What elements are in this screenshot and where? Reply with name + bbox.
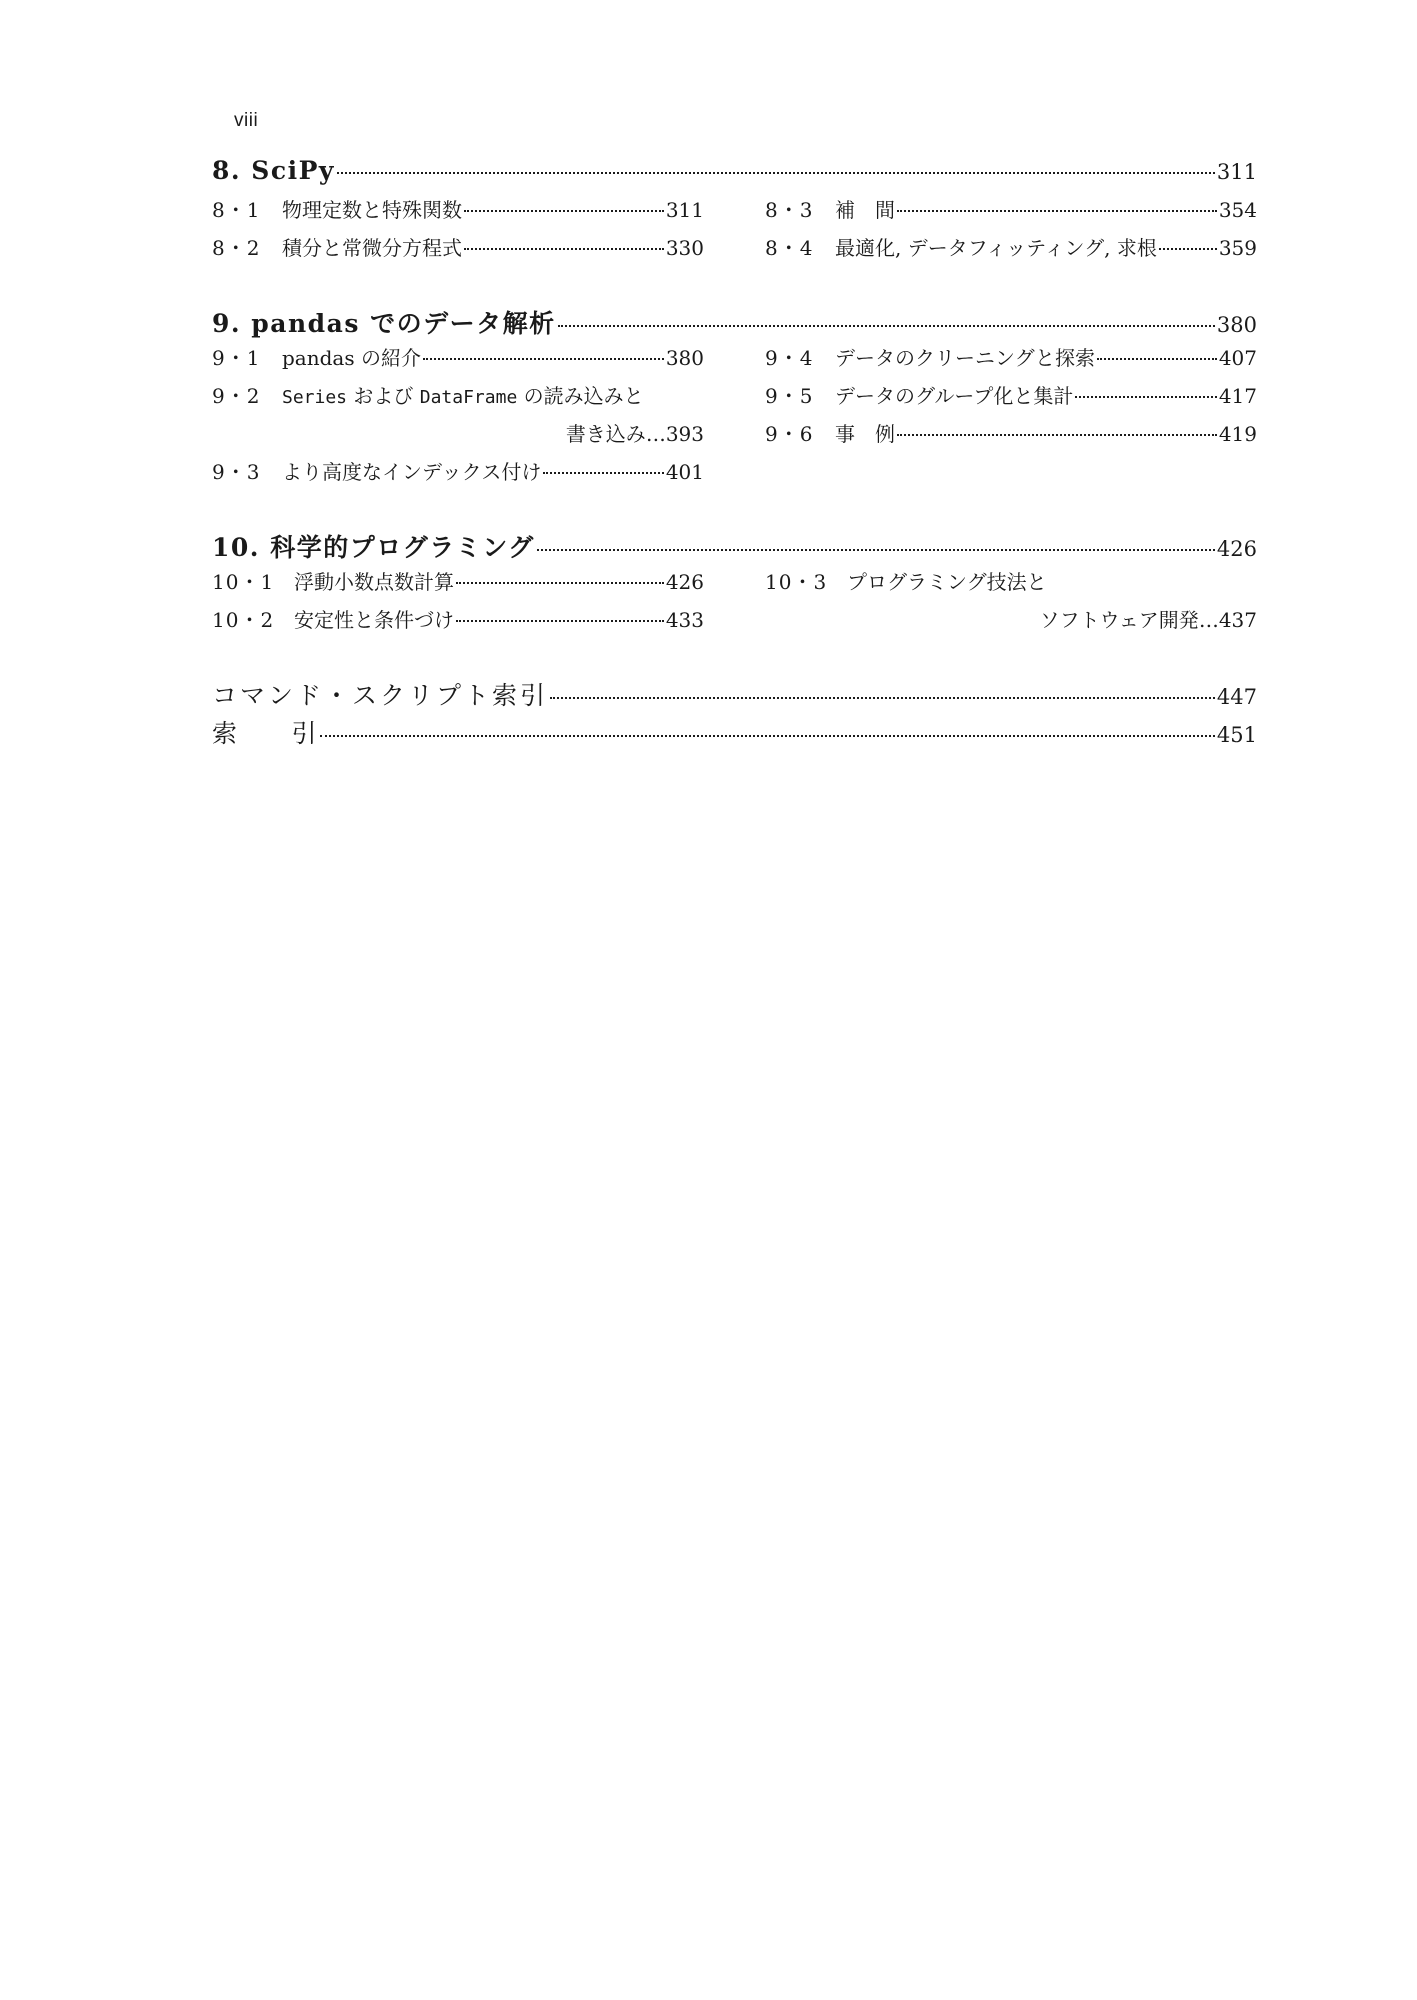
section-9-5[interactable] [765,380,1257,418]
leader-dots [550,697,1215,699]
section-9-2-continuation[interactable] [212,418,704,456]
section-number: 9・5 [765,384,814,408]
chapter-9-title [212,304,556,340]
chapter-9-title-prefix: 9. pandas [212,309,360,338]
section-title-a: pandas [282,346,355,370]
section-page: 330 [665,236,704,260]
section-number: 8・4 [765,236,814,260]
back-matter [212,676,1257,752]
leader-dots [423,358,664,360]
chapter-10-page: 426 [1216,537,1257,561]
leader-dots [456,620,664,622]
chapter-10-group [212,528,1257,642]
leader-dots [558,325,1215,327]
section-10-1[interactable] [212,566,704,604]
section-page: 419 [1218,422,1257,446]
section-title: 補 間 [835,198,895,222]
section-number: 9・4 [765,346,814,370]
section-9-3[interactable] [212,456,704,494]
section-page: 380 [665,346,704,370]
command-index-title: コマンド・スクリプト索引 [212,681,549,710]
section-9-4[interactable] [765,342,1257,380]
index-page: 451 [1216,723,1257,747]
code-dataframe: DataFrame [419,387,518,408]
section-column-right [765,566,1257,642]
leader-dots [320,735,1215,737]
section-8-2[interactable] [212,232,704,270]
ellipsis: … [1198,608,1219,632]
section-number: 9・3 [212,460,261,484]
section-column-left [212,566,704,642]
chapter-10-entry[interactable] [212,528,1257,566]
section-number: 9・2 [212,384,261,408]
section-title-b: の紹介 [354,346,421,370]
section-number: 8・1 [212,198,261,222]
section-title: データのグループ化と集計 [835,384,1074,408]
index-entry[interactable] [212,714,1257,752]
chapter-8-entry[interactable] [212,156,1257,194]
section-10-3-continuation[interactable] [765,604,1257,642]
section-title: 最適化, データフィッティング, 求根 [835,236,1157,260]
section-number: 10・3 [765,570,828,594]
chapter-9-title-suffix: でのデータ解析 [359,309,556,338]
section-title-text: の読み込みと [517,384,644,408]
section-9-6[interactable] [765,418,1257,456]
section-page: 426 [665,570,704,594]
chapter-8-group [212,156,1257,270]
leader-dots [1075,396,1216,398]
section-number: 8・2 [212,236,261,260]
section-column-left [212,342,704,494]
section-page: 311 [665,198,704,222]
index-title: 索 引 [212,719,319,748]
section-title: プログラミング技法と [847,570,1047,594]
section-page: 359 [1218,236,1257,260]
chapter-8-sections [212,194,1257,270]
section-page: 437 [1218,608,1257,632]
leader-dots [543,472,663,474]
section-page: 407 [1218,346,1257,370]
section-page: 393 [665,422,704,446]
section-column-right [765,194,1257,270]
command-index-entry[interactable] [212,676,1257,714]
leader-dots [456,582,664,584]
section-title: 事 例 [835,422,895,446]
section-9-2[interactable] [212,380,704,418]
section-title-text: および [347,384,420,408]
section-number: 8・3 [765,198,814,222]
section-title-continued: 書き込み [565,422,646,446]
page-number: viii [234,110,259,131]
section-title: 安定性と条件づけ [294,608,454,632]
chapter-8-title: 8. SciPy [212,156,335,185]
leader-dots [897,434,1217,436]
section-title: 積分と常微分方程式 [282,236,462,260]
chapter-10-title: 10. 科学的プログラミング [212,533,535,562]
section-page: 433 [665,608,704,632]
chapter-9-page: 380 [1216,313,1257,337]
section-10-3[interactable] [765,566,1257,604]
leader-dots [337,172,1215,174]
leader-dots [464,248,664,250]
section-column-left [212,194,704,270]
leader-dots [897,210,1217,212]
section-title: データのクリーニングと探索 [835,346,1095,370]
section-title: 物理定数と特殊関数 [282,198,462,222]
section-page: 401 [665,460,704,484]
section-page: 417 [1218,384,1257,408]
leader-dots [464,210,664,212]
chapter-9-sections [212,342,1257,494]
section-number: 10・1 [212,570,275,594]
section-9-1[interactable] [212,342,704,380]
chapter-10-sections [212,566,1257,642]
leader-dots [1159,248,1217,250]
section-column-right [765,342,1257,494]
table-of-contents [212,156,1257,752]
section-page: 354 [1218,198,1257,222]
section-8-4[interactable] [765,232,1257,270]
chapter-8-page: 311 [1216,160,1257,184]
command-index-page: 447 [1216,685,1257,709]
section-number: 9・6 [765,422,814,446]
ellipsis: … [645,422,666,446]
leader-dots [1097,358,1217,360]
section-8-1[interactable] [212,194,704,232]
section-8-3[interactable] [765,194,1257,232]
section-title: 浮動小数点数計算 [294,570,454,594]
section-10-2[interactable] [212,604,704,642]
section-title: より高度なインデックス付け [282,460,542,484]
section-number: 10・2 [212,608,275,632]
section-number: 9・1 [212,346,261,370]
section-title-continued: ソフトウェア開発 [1039,608,1199,632]
code-series: Series [282,387,348,408]
chapter-9-entry[interactable] [212,304,1257,342]
leader-dots [537,549,1215,551]
chapter-9-group [212,304,1257,494]
